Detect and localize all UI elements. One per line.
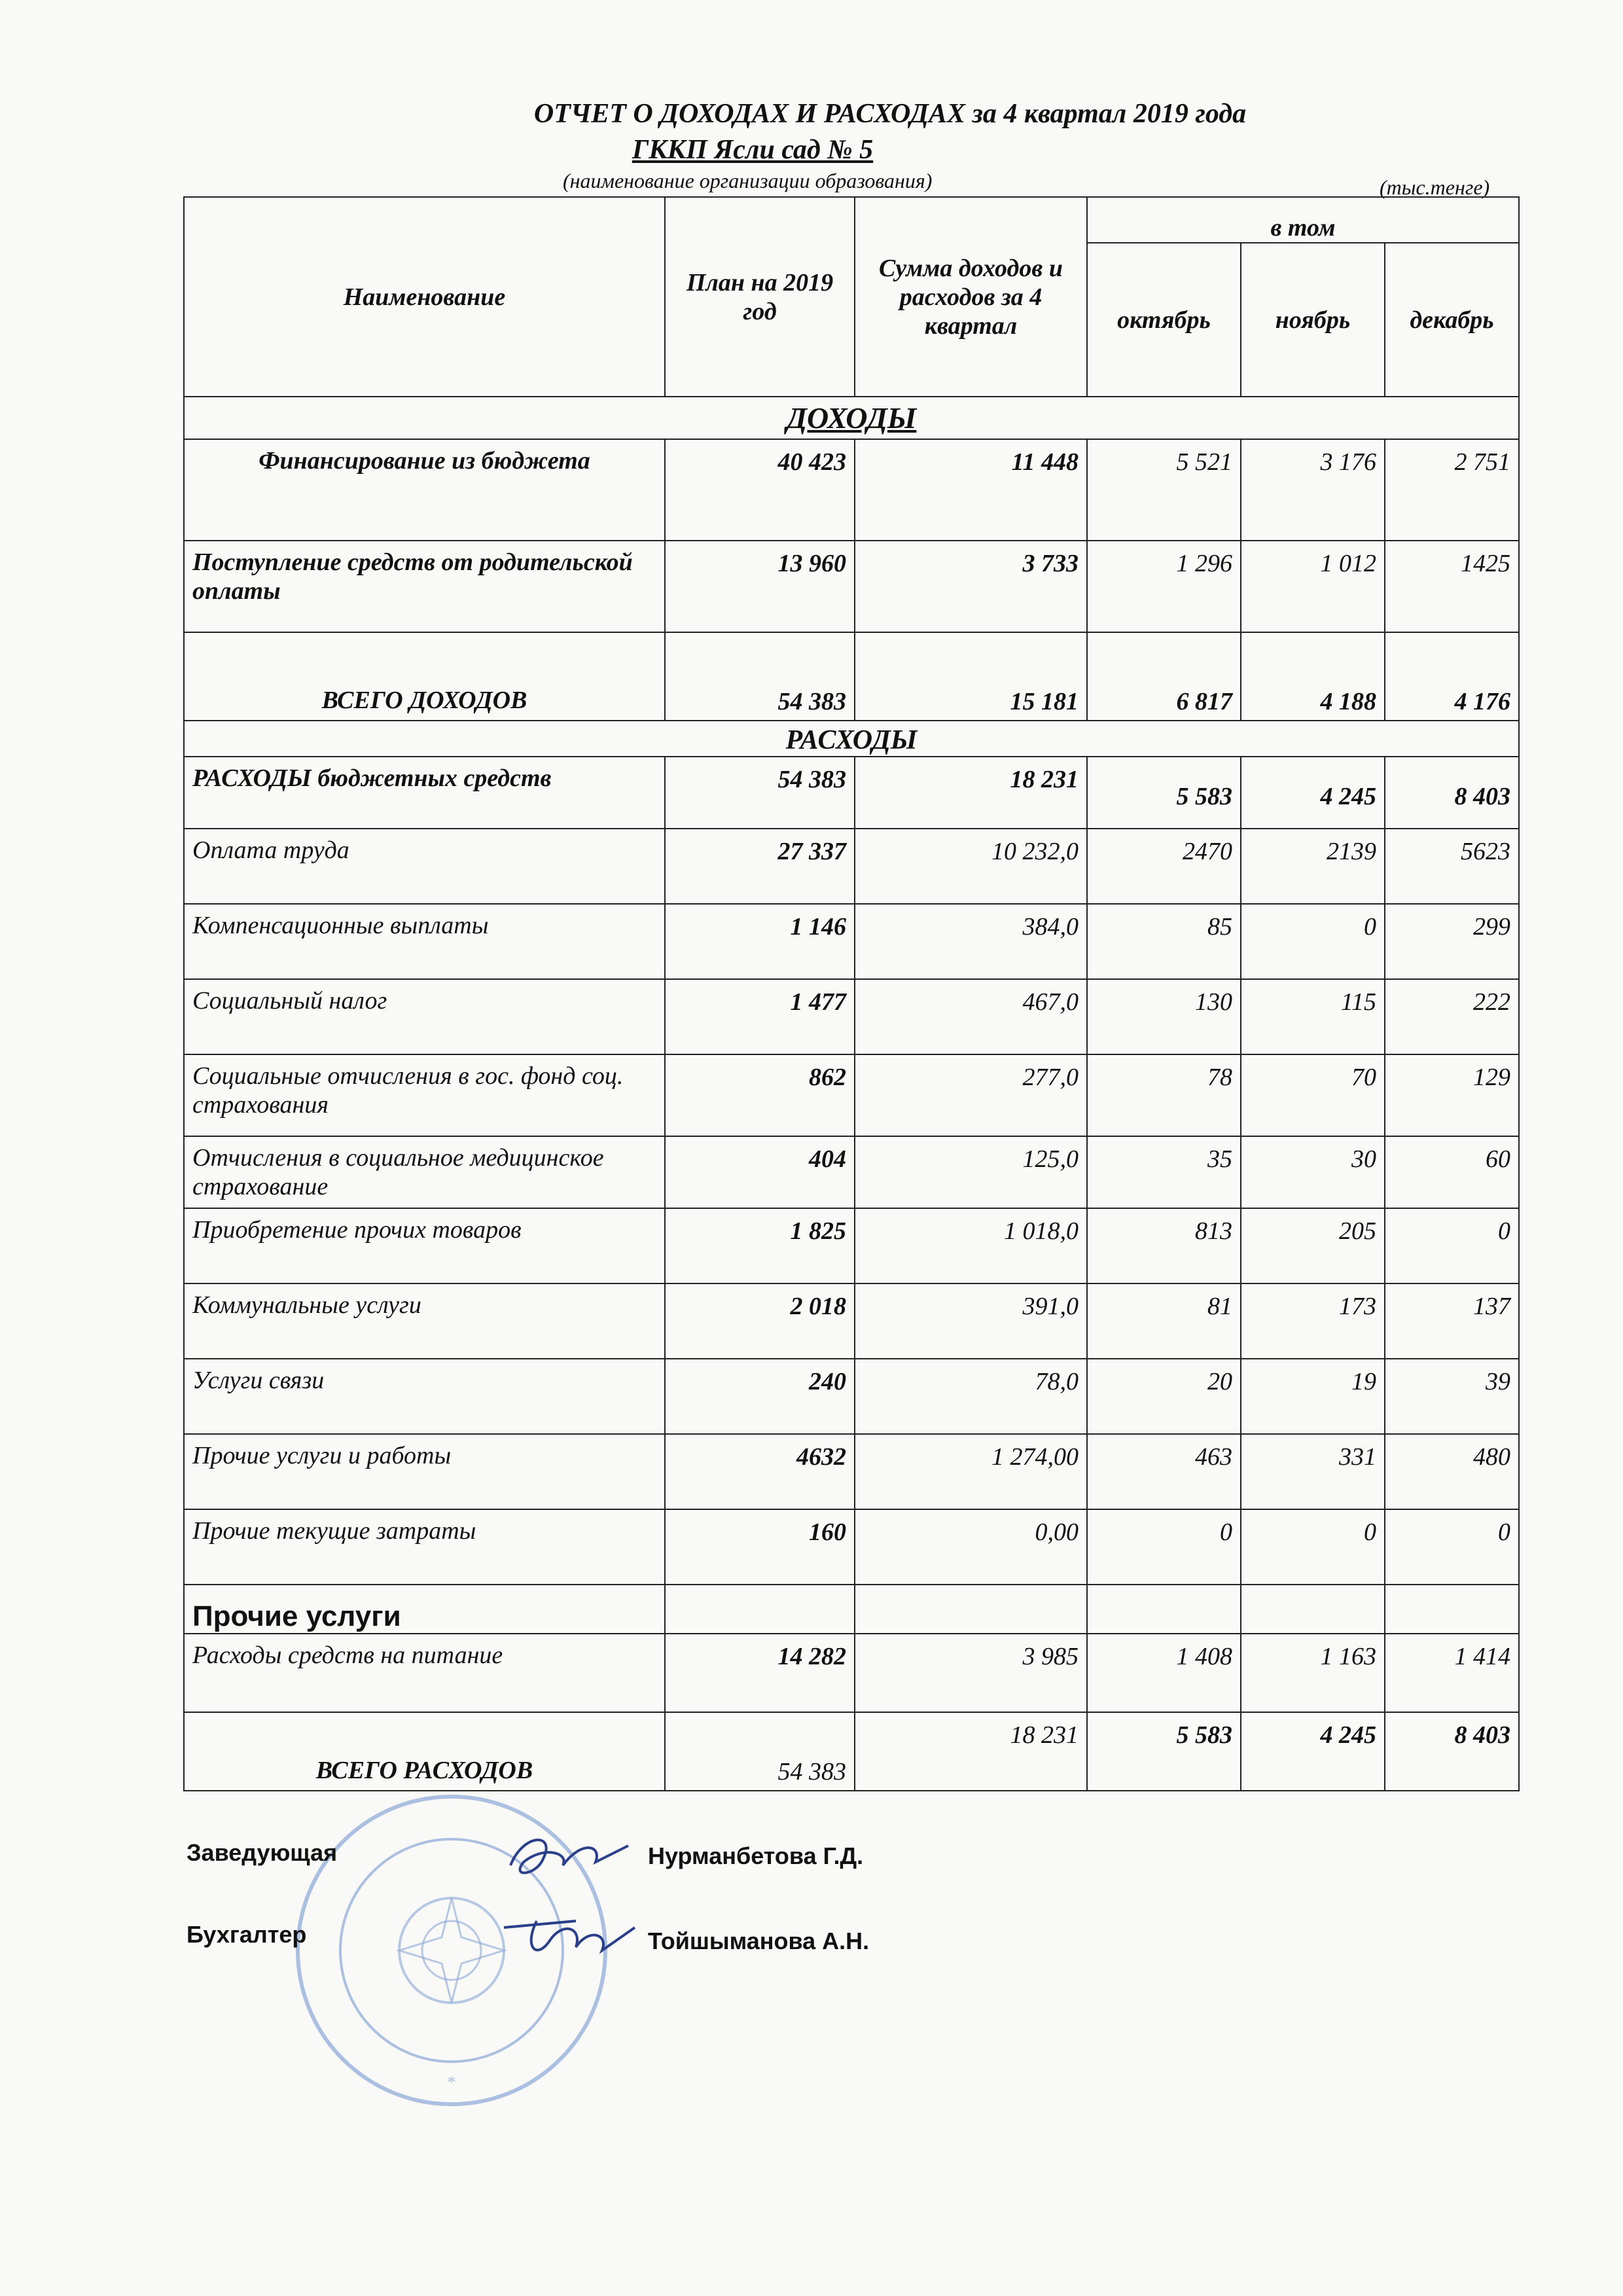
- row-plan: 4632: [665, 1434, 855, 1509]
- row-name: Услуги связи: [184, 1359, 665, 1434]
- row-nov: 0: [1241, 1509, 1385, 1585]
- row-plan: 1 146: [665, 904, 855, 979]
- income-section-title: ДОХОДЫ: [184, 397, 1519, 439]
- row-plan: 40 423: [665, 439, 855, 541]
- row-sum: 384,0: [855, 904, 1087, 979]
- row-nov: 70: [1241, 1054, 1385, 1136]
- row-sum: 18 231: [855, 757, 1087, 829]
- row-name: Отчисления в социальное медицинское страхование: [184, 1136, 665, 1208]
- table-row: [184, 904, 1519, 979]
- table-row: [184, 1208, 1519, 1283]
- row-plan: 160: [665, 1509, 855, 1585]
- income-total-nov: 4 188: [1241, 632, 1385, 721]
- row-dec: 129: [1385, 1054, 1519, 1136]
- row-nov: 30: [1241, 1136, 1385, 1208]
- row-plan: 27 337: [665, 829, 855, 904]
- row-name: РАСХОДЫ бюджетных средств: [184, 757, 665, 829]
- row-dec: 60: [1385, 1136, 1519, 1208]
- row-name: Финансирование из бюджета: [184, 439, 665, 541]
- row-oct: 5 521: [1087, 439, 1241, 541]
- row-nov: 115: [1241, 979, 1385, 1054]
- row-nov: 2139: [1241, 829, 1385, 904]
- row-oct: 5 583: [1087, 757, 1241, 829]
- head-signature: [497, 1826, 641, 1892]
- report-title: ОТЧЕТ О ДОХОДАХ И РАСХОДАХ за 4 квартал 2019 года: [533, 99, 1247, 129]
- row-sum: 3 985: [855, 1634, 1087, 1712]
- table-row: [184, 1054, 1519, 1136]
- expense-section-title: РАСХОДЫ: [184, 721, 1519, 757]
- table-row: [184, 1634, 1519, 1712]
- table-row: [184, 1359, 1519, 1434]
- table-row: [184, 829, 1519, 904]
- expense-total-sum: 18 231: [855, 1712, 1087, 1791]
- row-oct: 2470: [1087, 829, 1241, 904]
- row-sum: 0,00: [855, 1509, 1087, 1585]
- table-row: [184, 541, 1519, 632]
- row-dec: 137: [1385, 1283, 1519, 1359]
- accountant-role-label: Бухгалтер: [187, 1921, 307, 1948]
- organization-caption: (наименование организации образования): [563, 169, 933, 192]
- row-plan: 240: [665, 1359, 855, 1434]
- row-dec: 2 751: [1385, 439, 1519, 541]
- row-sum: 277,0: [855, 1054, 1087, 1136]
- row-name: Компенсационные выплаты: [184, 904, 665, 979]
- row-plan: 2 018: [665, 1283, 855, 1359]
- expense-total-plan: 54 383: [665, 1712, 855, 1791]
- income-expense-table: [183, 196, 1520, 1791]
- row-dec: 8 403: [1385, 757, 1519, 829]
- row-dec: 480: [1385, 1434, 1519, 1509]
- row-oct: 1 296: [1087, 541, 1241, 632]
- accountant-signature: [497, 1901, 641, 1973]
- row-name: Оплата труда: [184, 829, 665, 904]
- row-nov: 4 245: [1241, 757, 1385, 829]
- col-header-oct: октябрь: [1087, 243, 1241, 397]
- row-name: Приобретение прочих товаров: [184, 1208, 665, 1283]
- head-name: Нурманбетова Г.Д.: [648, 1842, 864, 1869]
- expense-total-nov: 4 245: [1241, 1712, 1385, 1791]
- row-nov: 331: [1241, 1434, 1385, 1509]
- row-sum: 10 232,0: [855, 829, 1087, 904]
- income-total-name: ВСЕГО ДОХОДОВ: [184, 632, 665, 721]
- row-plan: 14 282: [665, 1634, 855, 1712]
- income-total-sum: 15 181: [855, 632, 1087, 721]
- row-nov: 0: [1241, 904, 1385, 979]
- table-row: [184, 979, 1519, 1054]
- row-sum: 1 274,00: [855, 1434, 1087, 1509]
- row-dec: 222: [1385, 979, 1519, 1054]
- col-header-dec: декабрь: [1385, 243, 1519, 397]
- row-oct: 1 408: [1087, 1634, 1241, 1712]
- row-name: Поступление средств от родительской оплаты: [184, 541, 665, 632]
- row-name: Расходы средств на питание: [184, 1634, 665, 1712]
- table-row: [184, 1283, 1519, 1359]
- col-header-nov: ноябрь: [1241, 243, 1385, 397]
- row-dec: 5623: [1385, 829, 1519, 904]
- row-plan: 404: [665, 1136, 855, 1208]
- expense-total-row: [184, 1712, 1519, 1791]
- row-oct: 81: [1087, 1283, 1241, 1359]
- row-name: Социальный налог: [184, 979, 665, 1054]
- svg-text:*: *: [447, 2073, 456, 2092]
- col-header-sum: Сумма доходов и расходов за 4 квартал: [855, 197, 1087, 397]
- table-row: [184, 757, 1519, 829]
- row-oct: 78: [1087, 1054, 1241, 1136]
- accountant-name: Тойшыманова А.Н.: [648, 1928, 870, 1954]
- head-role-label: Заведующая: [187, 1839, 338, 1866]
- row-nov: 3 176: [1241, 439, 1385, 541]
- row-sum: 1 018,0: [855, 1208, 1087, 1283]
- table-row: [184, 439, 1519, 541]
- organization-name: ГККП Ясли сад № 5: [632, 135, 874, 165]
- row-sum: 78,0: [855, 1359, 1087, 1434]
- row-oct: 0: [1087, 1509, 1241, 1585]
- expense-total-oct: 5 583: [1087, 1712, 1241, 1791]
- expense-total-name: ВСЕГО РАСХОДОВ: [184, 1712, 665, 1791]
- row-oct: 130: [1087, 979, 1241, 1054]
- row-nov: 1 012: [1241, 541, 1385, 632]
- col-header-group: в том: [1087, 197, 1519, 243]
- row-nov: 19: [1241, 1359, 1385, 1434]
- table-row: [184, 1509, 1519, 1585]
- row-nov: 205: [1241, 1208, 1385, 1283]
- income-total-oct: 6 817: [1087, 632, 1241, 721]
- row-dec: 299: [1385, 904, 1519, 979]
- row-oct: 85: [1087, 904, 1241, 979]
- row-oct: 813: [1087, 1208, 1241, 1283]
- row-nov: 173: [1241, 1283, 1385, 1359]
- row-plan: 1 477: [665, 979, 855, 1054]
- row-plan: 13 960: [665, 541, 855, 632]
- row-dec: 39: [1385, 1359, 1519, 1434]
- row-name: Социальные отчисления в гос. фонд соц. страхования: [184, 1054, 665, 1136]
- row-dec: 1425: [1385, 541, 1519, 632]
- table-row: [184, 1434, 1519, 1509]
- income-total-plan: 54 383: [665, 632, 855, 721]
- row-name: Коммунальные услуги: [184, 1283, 665, 1359]
- income-total-row: [184, 632, 1519, 721]
- row-sum: 391,0: [855, 1283, 1087, 1359]
- row-oct: 20: [1087, 1359, 1241, 1434]
- row-name: Прочие услуги и работы: [184, 1434, 665, 1509]
- expense-total-dec: 8 403: [1385, 1712, 1519, 1791]
- row-dec: 0: [1385, 1509, 1519, 1585]
- row-plan: 1 825: [665, 1208, 855, 1283]
- row-name: Прочие текущие затраты: [184, 1509, 665, 1585]
- row-plan: 862: [665, 1054, 855, 1136]
- col-header-plan: План на 2019 год: [665, 197, 855, 397]
- row-nov: 1 163: [1241, 1634, 1385, 1712]
- other-section-title: Прочие услуги: [184, 1585, 665, 1634]
- row-oct: 463: [1087, 1434, 1241, 1509]
- row-sum: 467,0: [855, 979, 1087, 1054]
- row-sum: 125,0: [855, 1136, 1087, 1208]
- row-sum: 11 448: [855, 439, 1087, 541]
- income-total-dec: 4 176: [1385, 632, 1519, 721]
- row-sum: 3 733: [855, 541, 1087, 632]
- row-plan: 54 383: [665, 757, 855, 829]
- row-dec: 0: [1385, 1208, 1519, 1283]
- units-label: (тыс.тенге): [1380, 175, 1490, 199]
- table-row: [184, 1136, 1519, 1208]
- row-oct: 35: [1087, 1136, 1241, 1208]
- row-dec: 1 414: [1385, 1634, 1519, 1712]
- col-header-name: Наименование: [184, 197, 665, 397]
